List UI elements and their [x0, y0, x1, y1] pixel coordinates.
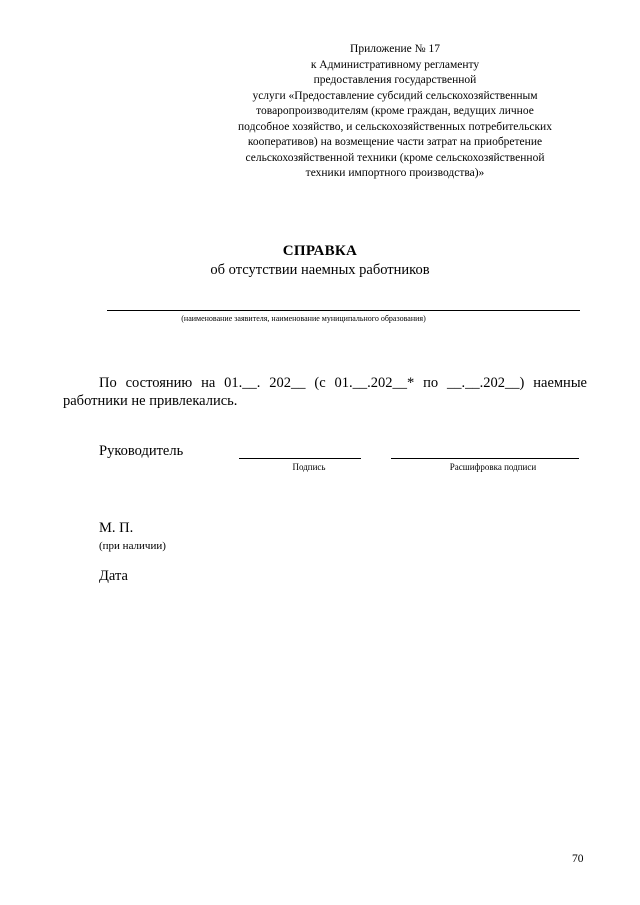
date-label: Дата: [99, 568, 128, 584]
applicant-name-line: [107, 310, 580, 311]
appendix-line: подсобное хозяйство, и сельскохозяйственных потребительских: [238, 120, 552, 133]
head-label: Руководитель: [99, 443, 184, 459]
statement-line: По состоянию на 01.__. 202__ (с 01.__.202__* по __.__.202__) наемные: [99, 375, 587, 391]
appendix-line: товаропроизводителям (кроме граждан, ведущих личное: [256, 105, 534, 117]
appendix-line: техники импортного производства)»: [305, 167, 485, 179]
seal-note: (при наличии): [99, 540, 166, 552]
seal-label: М. П.: [99, 520, 134, 536]
appendix-line: сельскохозяйственной техники (кроме сельскохозяйственной: [245, 151, 545, 164]
document-subtitle: об отсутствии наемных работников: [210, 262, 430, 278]
page-number: 70: [572, 853, 584, 865]
appendix-line: к Административному регламенту: [310, 58, 480, 71]
signature-decode-caption: Расшифровка подписи: [449, 462, 537, 472]
applicant-name-caption: (наименование заявителя, наименование муниципального образования): [181, 314, 426, 323]
appendix-line: услуги «Предоставление субсидий сельскохозяйственным: [252, 89, 538, 102]
document-title: СПРАВКА: [282, 243, 358, 259]
appendix-line: кооперативов) на возмещение части затрат на приобретение: [247, 136, 543, 148]
signature-decode-line: [391, 458, 579, 459]
appendix-header: [205, 42, 585, 182]
statement-paragraph: [63, 374, 587, 410]
appendix-line: Приложение № 17: [350, 43, 440, 55]
signature-caption: Подпись: [292, 462, 326, 472]
statement-line: работники не привлекались.: [63, 393, 238, 409]
appendix-line: предоставления государственной: [313, 74, 477, 86]
signature-line: [239, 458, 361, 459]
